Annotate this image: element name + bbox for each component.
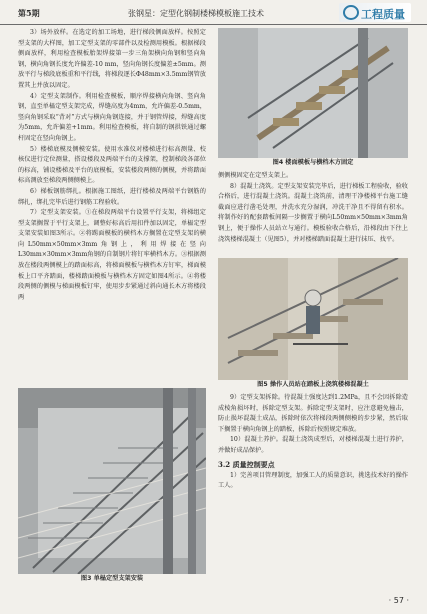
- figure-3-photo: [18, 388, 206, 574]
- page-number: · 57 ·: [388, 596, 409, 605]
- figure-4: [218, 28, 408, 167]
- logo-text: 工程质量: [361, 8, 405, 21]
- paragraph: 6）梯板钢筋绑扎。根据施工图纸，进行楼梯及两端平台钢筋的绑扎，绑扎完毕后进行钢筋工程验收。: [18, 187, 206, 206]
- paragraph: 8）混凝土浇筑。定型支架安装完毕后，进行梯板工程验收，验收合格后，进行混凝土浇筑。混凝土浇筑前，清理干净楼梯平台施工缝截面应进行凿毛处理，并洗水充分湿润，冲洗干净且不得留有积水。将制作好的配套踏板间隔一步搁置于横向L50mm×50mm×3mm角钢上，便于操作人员站立与通行。模板验收合格后，沿梯段由下往上浇筑楼梯混凝土（见图5），并对楼梯踏面混凝土进行抹压、找平。: [218, 182, 408, 243]
- right-column-text-2: [218, 393, 408, 492]
- figure-3-caption: 图3 单榀定型支架安装: [80, 575, 144, 582]
- paragraph: 5）楼梯底模及侧模安装。使用水准仪对楼梯进行标高测量、校核仪进行定位测量，搭设楼段及两端平台的支撑架，控制梯段各部位的标高，铺设楼梯及平台的底模板，安装楼段两侧的侧模，并将踏面标高测放至梯段两侧侧模上。: [18, 145, 206, 185]
- issue-number: 第5期: [18, 8, 40, 18]
- figure-5: [218, 258, 408, 389]
- page-header: [0, 0, 427, 25]
- paragraph: 侧侧模固定在定型支架上。: [218, 172, 293, 179]
- section-heading-3-2: 3.2 质量控制要点: [218, 459, 275, 469]
- figure-4-caption: 图4 楼面模板与横档木方固定: [272, 159, 354, 166]
- figure-5-photo: [218, 258, 408, 380]
- paragraph: 9）定型支架拆除。待混凝土强度达到1.2MPa，且不会因拆除造成棱角损坏时，拆除定型支架。拆除定型支架时，应注意避免撞击，防止损坏混凝土成品，拆除时依次将梯段两侧侧模的步步紧，然后取下搁置于横向角钢上的踏板，拆除后按照规定堆放。: [218, 394, 408, 433]
- figure-4-photo: [218, 28, 408, 158]
- paragraph: 3）场外放样。在选定的加工场地，进行梯段侧面放样。按照定型支架的大样图，加工定型支架的零部件以及检测用模板。根据梯段侧面放样，利用检查模板胎架焊接第一步三角架横向角钢和竖向角钢，横向角钢长度允许偏差-10 mm，竖向角钢长度偏差±5mm。测放平行与梯段底板重和平行线，将梯段逐长Φ48mm×3.5mm钢管放置其上并放以固定。: [18, 29, 206, 89]
- left-column: [18, 28, 206, 303]
- paragraph: 1）完善项目管理制度，加强工人的质量意识，挑选技术好的操作工人。: [218, 471, 408, 490]
- paragraph: 10）混凝土养护。混凝土浇筑成型后，对楼梯混凝土进行养护，并做好成品保护。: [218, 436, 408, 454]
- paragraph: 4）定型支架制作。利用检查模板，顺序焊接横向角钢、竖向角钢，直至单榀定型支架完成，焊缝高度为4mm，允许偏差-0.5mm，竖向角钢采取“背对”方式与横向角钢连接，并于钢管焊接，焊缝高度为5mm，允许偏差+1mm。利用检查模板，将自制的钢拱铁通过螺杆固定在竖向角钢上。: [18, 92, 206, 142]
- paragraph: 7）定型支架安装。①在梯段两端平台设置平行支架，将梯组定型支架搁置于平行支架上，调整好标高后用扣件加以固定，单榀定型支架安装如图3所示。②将踢面模板的横档木方搁置在定型支架的横向L50mm×50mm×3mm角钢上，利用焊接在竖向L30mm×30mm×3mm角钢的自制钢片将钉牢横档木方。③根据测放在楼段两侧模上的踏面标高，将梯面模板与横档木方钉牢，梯面模板上口平齐踏面，楼梯踏面模板与横档木方固定如图4所示。④将楼段两侧的侧模与梯面模板钉牢，使用步步紧通过斜向通长木方将楼段两: [18, 209, 206, 301]
- figure-5-caption: 图5 操作人员站在踏板上浇筑楼梯混凝土: [257, 381, 369, 388]
- figure-3: [18, 388, 206, 583]
- running-title: 张钢星：定型化钢制楼梯模板施工技术: [128, 9, 264, 18]
- right-column-text-1: [218, 171, 408, 245]
- logo-icon: [343, 5, 359, 20]
- journal-logo: [339, 3, 411, 22]
